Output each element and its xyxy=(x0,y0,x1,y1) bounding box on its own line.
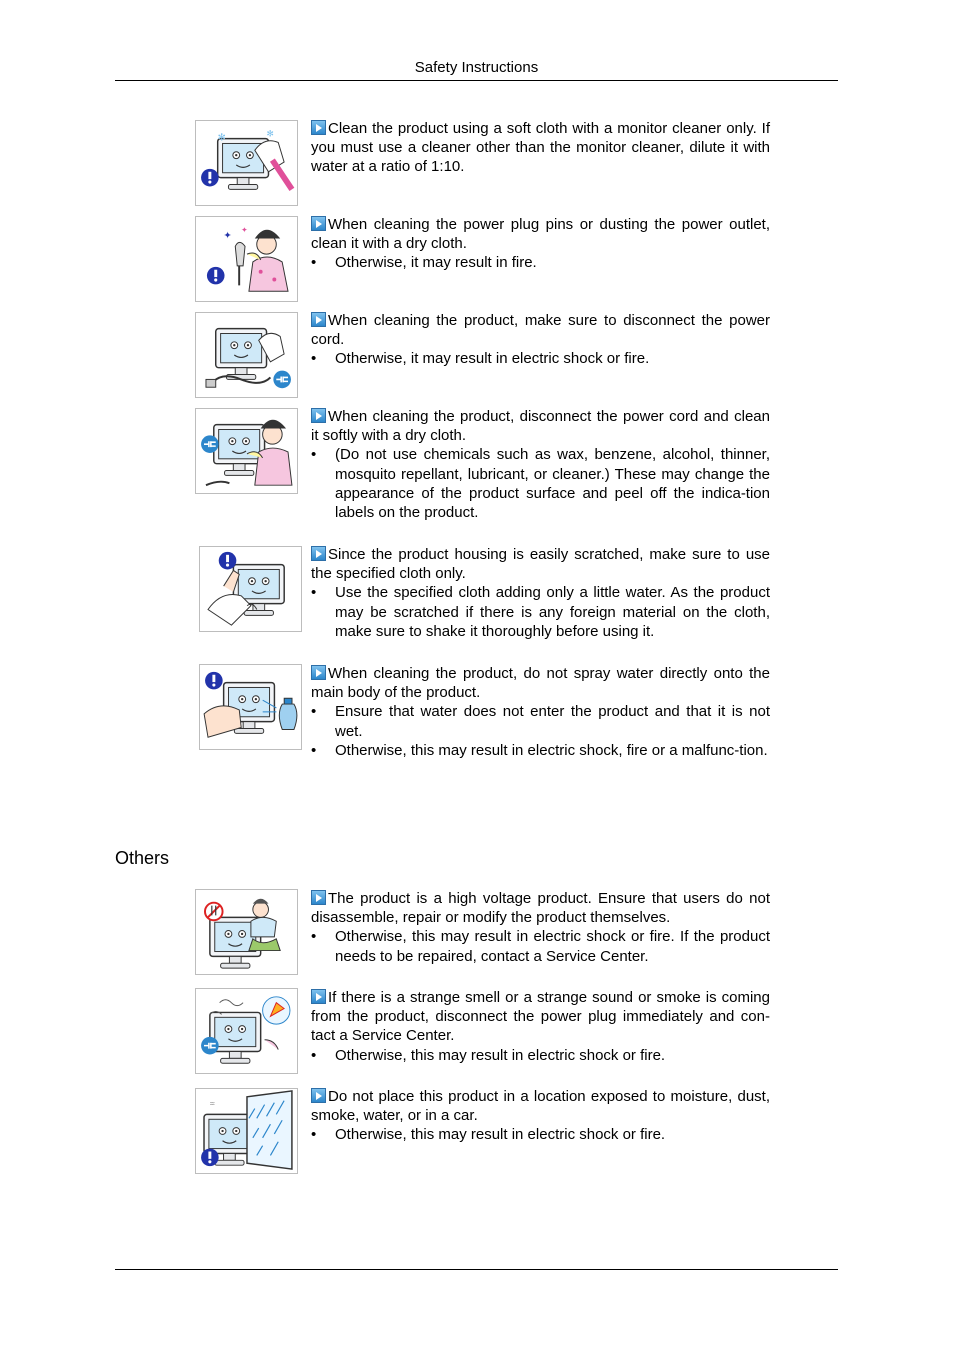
dry-cloth-cleaning-icon xyxy=(196,409,297,493)
instruction-text-content: When cleaning the product, disconnect the power cord and clean it softly with a dry cloth. xyxy=(311,408,770,445)
instruction-entry xyxy=(311,988,770,1065)
bullet-item xyxy=(311,927,770,965)
instruction-entry xyxy=(311,1087,770,1145)
svg-text:✦: ✦ xyxy=(241,225,248,235)
play-arrow-icon xyxy=(311,989,326,1004)
instruction-entry xyxy=(311,889,770,966)
bullet-text: Otherwise, this may result in electric shock or fire. xyxy=(335,1046,666,1064)
bullet-text: (Do not use chemicals such as wax, benzene, alcohol, thinner, mosquito repellant, lubricant, or cleaner.) These may change the appearance of the product surface and peel off the indica-tion labels on the product. xyxy=(335,446,770,522)
instruction-text-content: Since the product housing is easily scratched, make sure to use the specified cloth only. xyxy=(311,546,770,583)
bullet-item xyxy=(311,349,770,368)
illustration-9 xyxy=(195,1088,298,1174)
instruction-entry xyxy=(311,215,770,273)
bullet-text: Otherwise, this may result in electric shock, fire or a malfunc-tion. xyxy=(335,741,768,759)
moisture-rain-caution-icon xyxy=(196,1089,297,1173)
plug-dusting-caution-icon xyxy=(196,217,297,301)
play-arrow-icon xyxy=(311,665,326,680)
illustration-8 xyxy=(195,988,298,1074)
instruction-text-content: When cleaning the power plug pins or dusting the power outlet, clean it with a dry cloth. xyxy=(311,216,770,253)
bullet-dot-icon: • xyxy=(311,1126,317,1144)
header-title: Safety Instructions xyxy=(414,59,539,76)
instruction-text xyxy=(311,889,770,927)
illustration-2 xyxy=(195,216,298,302)
bullet-item xyxy=(311,445,770,522)
bullet-item xyxy=(311,702,770,740)
bullet-item xyxy=(311,253,770,272)
page-header xyxy=(115,58,838,81)
play-arrow-icon xyxy=(311,1088,326,1103)
svg-text:≈: ≈ xyxy=(209,1098,215,1109)
instruction-entry xyxy=(311,407,770,522)
bullet-dot-icon: • xyxy=(311,1046,317,1064)
bullet-dot-icon: • xyxy=(311,584,317,602)
illustration-3 xyxy=(195,312,298,398)
instruction-text-content: When cleaning the product, do not spray water directly onto the main body of the product. xyxy=(311,665,770,702)
instruction-text xyxy=(311,988,770,1046)
instruction-text xyxy=(311,119,770,177)
play-arrow-icon xyxy=(311,890,326,905)
bullet-dot-icon: • xyxy=(311,741,317,759)
play-arrow-icon xyxy=(311,408,326,423)
bullet-dot-icon: • xyxy=(311,703,317,721)
instruction-text xyxy=(311,545,770,583)
instruction-text xyxy=(311,215,770,253)
instruction-text-content: If there is a strange smell or a strange sound or smoke is coming from the product, disconnect the power plug immediately and con-tact a Service Center. xyxy=(311,989,770,1045)
instruction-text xyxy=(311,1087,770,1125)
instruction-text xyxy=(311,311,770,349)
play-arrow-icon xyxy=(311,216,326,231)
instruction-text-content: Clean the product using a soft cloth with a monitor cleaner only. If you must use a cleaner other than the monitor cleaner, dilute it with water at a ratio of 1:10. xyxy=(311,120,770,176)
section-heading-text: Others xyxy=(115,848,170,868)
bullet-item xyxy=(311,1046,770,1065)
play-arrow-icon xyxy=(311,120,326,135)
bullet-dot-icon: • xyxy=(311,446,317,464)
smoke-smell-unplug-icon xyxy=(196,989,297,1073)
section-heading-others xyxy=(115,847,169,869)
instruction-entry xyxy=(311,664,770,760)
bullet-item xyxy=(311,1125,770,1144)
instruction-entry xyxy=(311,119,770,177)
no-disassembly-icon xyxy=(196,890,297,974)
illustration-4 xyxy=(195,408,298,494)
instruction-text-content: Do not place this product in a location exposed to moisture, dust, smoke, water, or in a car. xyxy=(311,1088,770,1125)
bullet-item xyxy=(311,741,770,760)
scratch-caution-icon xyxy=(200,547,301,631)
instruction-entry xyxy=(311,545,770,641)
instruction-text xyxy=(311,407,770,445)
monitor-cleaning-caution-icon xyxy=(196,121,297,205)
instruction-entry xyxy=(311,311,770,369)
instruction-text xyxy=(311,664,770,702)
illustration-7 xyxy=(195,889,298,975)
bullet-dot-icon: • xyxy=(311,350,317,368)
svg-text:✦: ✦ xyxy=(223,230,232,242)
instruction-text-content: When cleaning the product, make sure to disconnect the power cord. xyxy=(311,312,770,349)
bullet-text: Otherwise, this may result in electric shock or fire. xyxy=(335,1126,666,1144)
svg-text:✻: ✻ xyxy=(266,128,274,139)
no-spray-water-icon xyxy=(200,665,301,749)
bullet-text: Otherwise, it may result in electric shock or fire. xyxy=(335,350,650,368)
bullet-item xyxy=(311,583,770,641)
bullet-text: Ensure that water does not enter the product and that it is not wet. xyxy=(335,703,770,740)
bullet-dot-icon: • xyxy=(311,254,317,272)
bullet-text: Use the specified cloth adding only a little water. As the product may be scratched if there is any foreign material on the cloth, make sure to shake it thoroughly before using it. xyxy=(335,584,770,640)
play-arrow-icon xyxy=(311,546,326,561)
play-arrow-icon xyxy=(311,312,326,327)
illustration-6 xyxy=(199,664,302,750)
illustration-1 xyxy=(195,120,298,206)
instruction-text-content: The product is a high voltage product. Ensure that users do not disassemble, repair or modify the product themselves. xyxy=(311,890,770,927)
bullet-text: Otherwise, it may result in fire. xyxy=(335,254,537,272)
footer-rule xyxy=(115,1269,838,1270)
bullet-text: Otherwise, this may result in electric shock or fire. If the product needs to be repaired, contact a Service Center. xyxy=(335,928,770,965)
illustration-5 xyxy=(199,546,302,632)
unplug-before-cleaning-icon xyxy=(196,313,297,397)
bullet-dot-icon: • xyxy=(311,928,317,946)
svg-text:✻: ✻ xyxy=(217,132,226,144)
